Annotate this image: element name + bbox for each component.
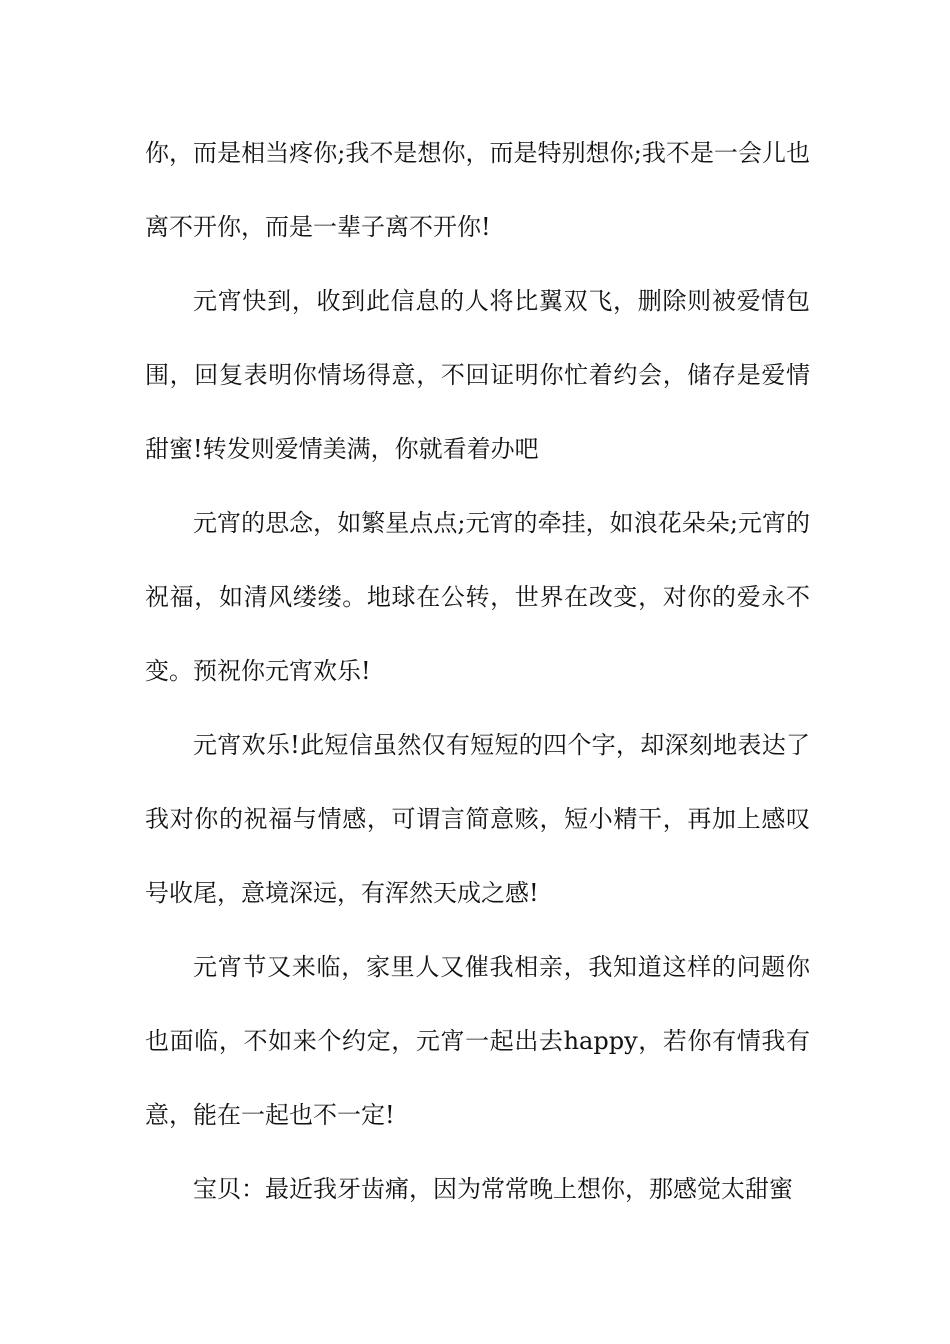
paragraph: 元宵欢乐!此短信虽然仅有短短的四个字，却深刻地表达了我对你的祝福与情感，可谓言简意赅，短小精干，再加上感叹号收尾，意境深远，有浑然天成之感! bbox=[145, 731, 810, 907]
paragraph: 元宵节又来临，家里人又催我相亲，我知道这样的问题你也面临，不如来个约定，元宵一起出去happy，若你有情我有意，能在一起也不一定! bbox=[145, 953, 810, 1129]
paragraph-continued: 你，而是相当疼你;我不是想你，而是特别想你;我不是一会儿也离不开你，而是一辈子离不开你! bbox=[145, 139, 810, 241]
paragraph: 元宵快到，收到此信息的人将比翼双飞，删除则被爱情包围，回复表明你情场得意，不回证明你忙着约会，储存是爱情甜蜜!转发则爱情美满，你就看着办吧 bbox=[145, 287, 810, 463]
document-body bbox=[145, 116, 810, 1226]
paragraph: 宝贝：最近我牙齿痛，因为常常晚上想你，那感觉太甜蜜 bbox=[193, 1175, 793, 1203]
paragraph: 元宵的思念，如繁星点点;元宵的牵挂，如浪花朵朵;元宵的祝福，如清风缕缕。地球在公转，世界在改变，对你的爱永不变。预祝你元宵欢乐! bbox=[145, 509, 810, 685]
